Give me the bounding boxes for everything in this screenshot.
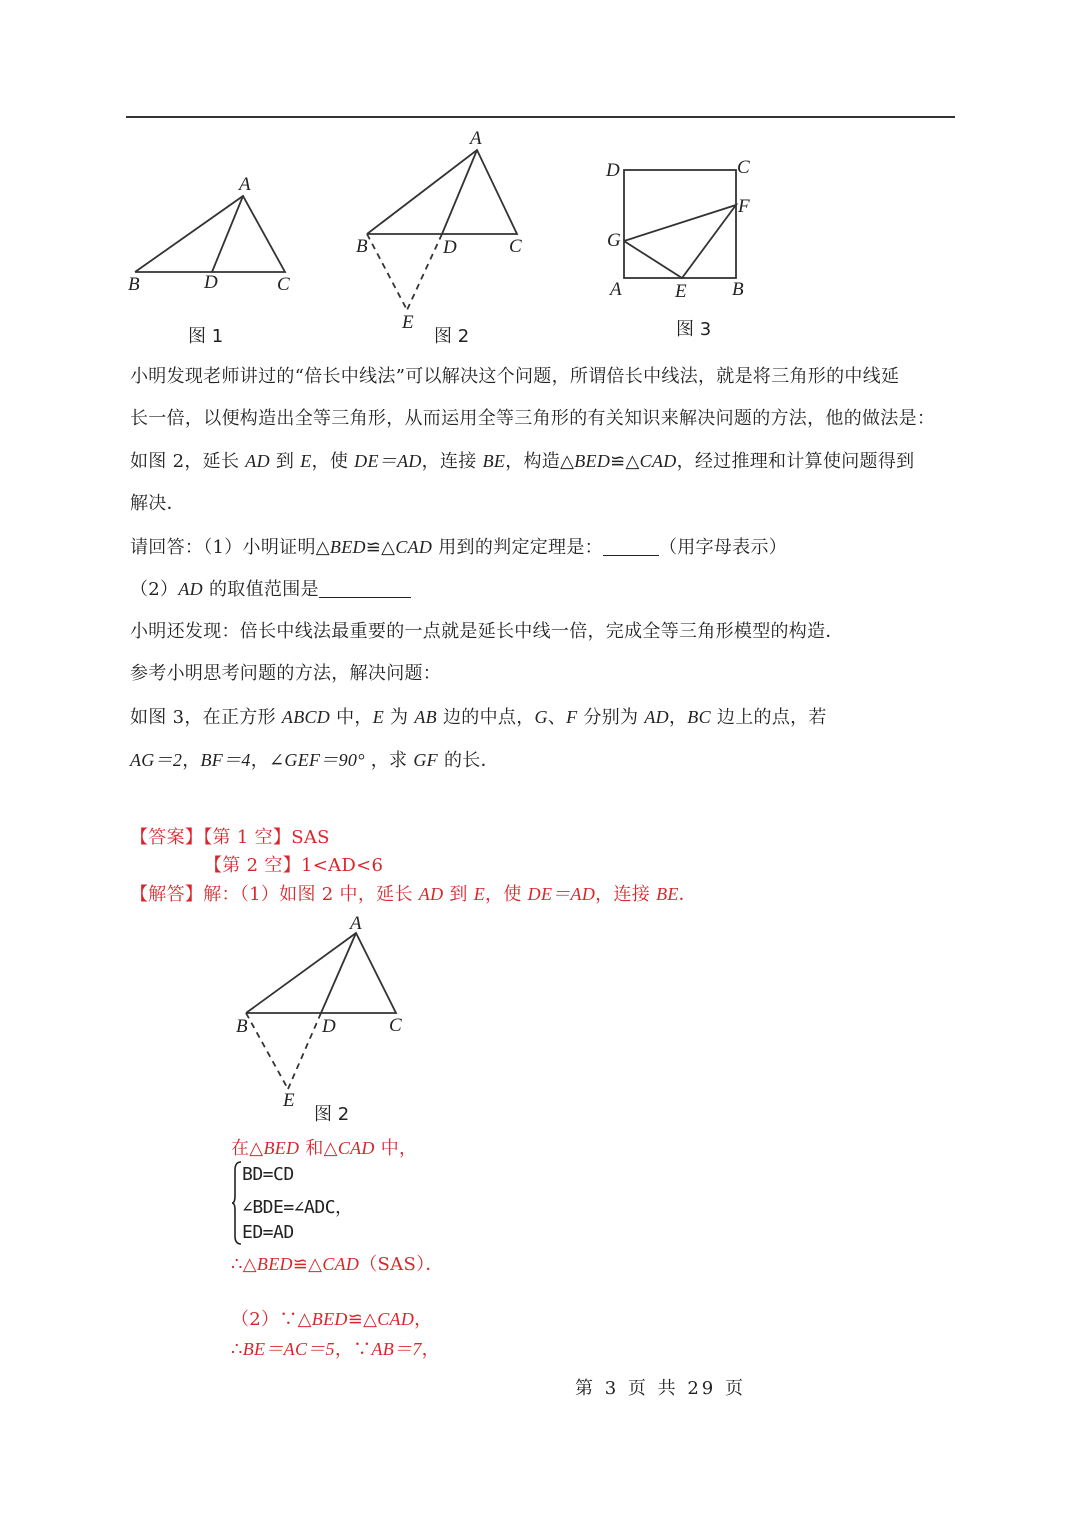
figure-2-diagram (350, 130, 540, 340)
answer-blank-1[interactable] (603, 537, 659, 556)
label-c: C (737, 157, 750, 178)
question-2: （2）AD 的取值范围是 (130, 577, 411, 602)
label-a: A (470, 128, 482, 149)
label-e: E (675, 281, 687, 302)
answer-line-2: 【第 2 空】1<AD<6 (204, 855, 384, 876)
label-e: E (402, 312, 414, 333)
problem-intro-line-3: 如图 2，延长 AD 到 E，使 DE＝AD，连接 BE，构造△BED≌△CAD，经过推理和计算使问题得到 (130, 451, 915, 472)
figure-3-diagram (600, 155, 780, 305)
answer-blank-2[interactable] (319, 579, 411, 598)
solution-conclusion: ∴△BED≌△CAD（SAS）． (231, 1254, 444, 1275)
problem-intro-line-2: 长一倍，以便构造出全等三角形，从而运用全等三角形的有关知识来解决问题的方法，他的做法是： (130, 408, 936, 429)
figure-3-caption: 图 3 (676, 319, 712, 340)
label-d: D (606, 160, 620, 181)
solution-figure-2-caption: 图 2 (314, 1104, 350, 1125)
triangle-abc (135, 196, 285, 272)
question-1: 请回答：（1）小明证明△BED≌△CAD 用到的判定定理是： （用字母表示） (130, 537, 788, 558)
system-line-3: ED=AD (242, 1222, 294, 1243)
segment-be (246, 1013, 288, 1089)
solution-in-triangles: 在△BED 和△CAD 中， (231, 1138, 418, 1159)
label-b: B (356, 236, 368, 257)
label-a: A (610, 279, 622, 300)
header-rule (126, 116, 955, 118)
problem-note: 小明还发现：倍长中线法最重要的一点就是延长中线一倍，完成全等三角形模型的构造． (130, 621, 844, 642)
figure-1-diagram (120, 170, 310, 300)
label-c: C (389, 1015, 402, 1036)
label-e: E (283, 1090, 295, 1111)
solution-figure-2-diagram (232, 912, 422, 1122)
triangle-abc (246, 933, 396, 1013)
system-line-1: BD=CD (242, 1164, 294, 1185)
square-abcd (624, 170, 736, 278)
label-b: B (236, 1016, 248, 1037)
label-a: A (350, 913, 362, 934)
solution-line-1: 【解答】解：（1）如图 2 中，延长 AD 到 E，使 DE＝AD，连接 BE． (130, 884, 697, 905)
label-c: C (277, 274, 290, 295)
answer-line-1: 【答案】【第 1 空】SAS (130, 827, 330, 848)
figure-1-caption: 图 1 (188, 326, 224, 347)
problem-figure-3-line-1: 如图 3，在正方形 ABCD 中，E 为 AB 边的中点，G、F 分别为 AD，BC 边上的点，若 (130, 707, 827, 728)
label-d: D (443, 237, 457, 258)
segment-be (367, 234, 407, 310)
label-b: B (128, 274, 140, 295)
label-f: F (738, 196, 750, 217)
triangle-abc (367, 150, 517, 234)
segment-de (288, 1013, 321, 1089)
problem-intro-line-1: 小明发现老师讲过的“倍长中线法”可以解决这个问题，所谓倍长中线法，就是将三角形的中线延 (130, 366, 900, 387)
solution-part-2-line-1: （2）∵△BED≌△CAD， (231, 1309, 433, 1330)
page-footer: 第 3 页 共 29 页 (575, 1378, 746, 1399)
label-a: A (239, 174, 251, 195)
figure-2-caption: 图 2 (434, 326, 470, 347)
problem-figure-3-line-2: AG＝2，BF＝4，∠GEF＝90° ，求 GF 的长． (130, 750, 499, 771)
problem-intro-line-4: 解决． (130, 493, 185, 514)
label-b: B (732, 279, 744, 300)
label-c: C (509, 236, 522, 257)
solution-part-2-line-2: ∴BE＝AC＝5，∵AB＝7， (231, 1339, 440, 1360)
segment-de (407, 234, 442, 310)
label-d: D (322, 1016, 336, 1037)
problem-reference: 参考小明思考问题的方法，解决问题： (130, 663, 442, 684)
triangle-gef (624, 205, 736, 278)
label-g: G (607, 230, 621, 251)
label-d: D (204, 272, 218, 293)
system-line-2: ∠BDE=∠ADC， (242, 1197, 353, 1218)
